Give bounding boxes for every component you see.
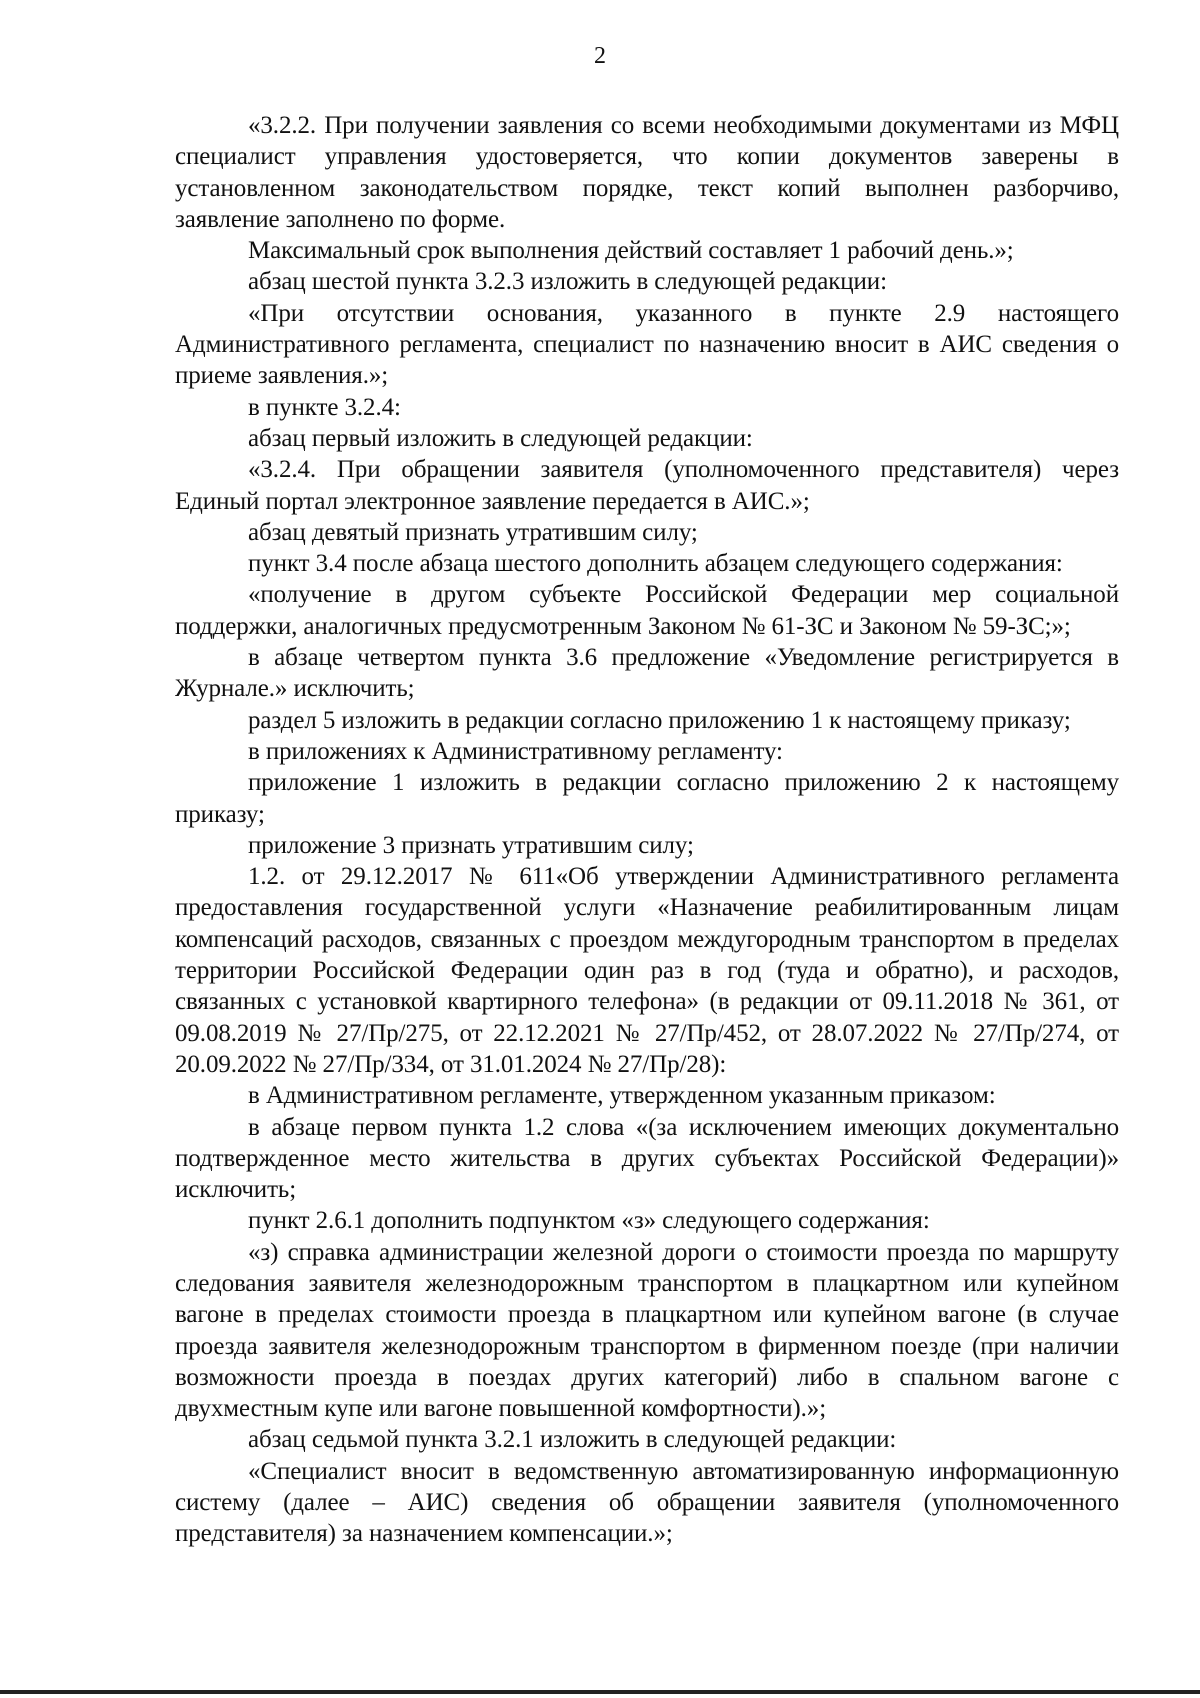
paragraph-3-2-4-intro: в пункте 3.2.4: <box>248 393 401 421</box>
paragraph-ninth-abzac: абзац девятый признать утратившим силу; <box>248 518 698 546</box>
document-body <box>175 110 1119 1550</box>
paragraph-section-5: раздел 5 изложить в редакции согласно приложению 1 к настоящему приказу; <box>248 706 1071 734</box>
paragraph-3-2-3-intro: абзац шестой пункта 3.2.3 изложить в следующей редакции: <box>248 268 887 296</box>
paragraph-3-2-1-text: «Специалист вносит в ведомственную автоматизированную информационную систему (далее – АИС) сведения об обращении заявителя (уполномоченного представителя) за назначением компенсации.»; <box>175 1457 1119 1548</box>
paragraph-3-2-3-text: «При отсутствии основания, указанного в пункте 2.9 настоящего Административного регламента, специалист по назначению вносит в АИС сведения о приеме заявления.»; <box>175 299 1119 390</box>
paragraph-3-6: в абзаце четвертом пункта 3.6 предложение «Уведомление регистрируется в Журнале.» исключить; <box>175 644 1119 703</box>
paragraph-2-6-1-intro: пункт 2.6.1 дополнить подпунктом «з» следующего содержания: <box>248 1207 930 1235</box>
paragraph-appendix-1: приложение 1 изложить в редакции согласно приложению 2 к настоящему приказу; <box>175 769 1119 828</box>
paragraph-1-2-words: в абзаце первом пункта 1.2 слова «(за исключением имеющих документально подтвержденное место жительства в других субъектах Российской Федерации)» исключить; <box>175 1113 1119 1204</box>
page-number: 2 <box>594 43 606 69</box>
paragraph-max-term: Максимальный срок выполнения действий составляет 1 рабочий день.»; <box>248 237 1014 265</box>
paragraph-3-2-2: «3.2.2. При получении заявления со всеми необходимыми документами из МФЦ специалист управления удостоверяется, что копии документов заверены в установленном законодательством порядке, текст копий выполнен разборчиво, заявление заполнено по форме. <box>175 112 1119 233</box>
paragraph-2-6-1-z: «з) справка администрации железной дороги о стоимости проезда по маршруту следования заявителя железнодорожным транспортом в плацкартном или купейном вагоне в пределах стоимости проезда в плацкартном или купейном вагоне (в случае проезда заявителя железнодорожным транспортом в фирменном поезде (при наличии возможности проезда в поездах других категорий) либо в спальном вагоне с двухместным купе или вагоне повышенной комфортности).»; <box>175 1238 1119 1423</box>
paragraph-3-2-1-intro: абзац седьмой пункта 3.2.1 изложить в следующей редакции: <box>248 1426 897 1454</box>
paragraph-appendices-intro: в приложениях к Административному регламенту: <box>248 737 783 765</box>
paragraph-3-4-text: «получение в другом субъекте Российской Федерации мер социальной поддержки, аналогичных предусмотренным Законом № 61-ЗС и Законом № 59-ЗС;»; <box>175 581 1119 640</box>
paragraph-admin-reglament: в Административном регламенте, утвержденном указанным приказом: <box>248 1082 996 1110</box>
paragraph-3-4-intro: пункт 3.4 после абзаца шестого дополнить абзацем следующего содержания: <box>248 550 1063 578</box>
bottom-scan-edge <box>0 1690 1200 1694</box>
paragraph-appendix-3: приложение 3 признать утратившим силу; <box>248 831 694 859</box>
paragraph-first-abzac: абзац первый изложить в следующей редакции: <box>248 424 753 452</box>
paragraph-3-2-4-text: «3.2.4. При обращении заявителя (уполномоченного представителя) через Единый портал электронное заявление передается в АИС.»; <box>175 456 1119 515</box>
paragraph-1-2-order: 1.2. от 29.12.2017 № 611«Об утверждении Административного регламента предоставления государственной услуги «Назначение реабилитированным лицам компенсаций расходов, связанных с проездом междугородным транспортом в пределах территории Российской Федерации один раз в год (туда и обратно), и расходов, связанных с установкой квартирного телефона» (в редакции от 09.11.2018 № 361, от 09.08.2019 № 27/Пр/275, от 22.12.2021 № 27/Пр/452, от 28.07.2022 № 27/Пр/274, от 20.09.2022 № 27/Пр/334, от 31.01.2024 № 27/Пр/28): <box>175 863 1119 1078</box>
